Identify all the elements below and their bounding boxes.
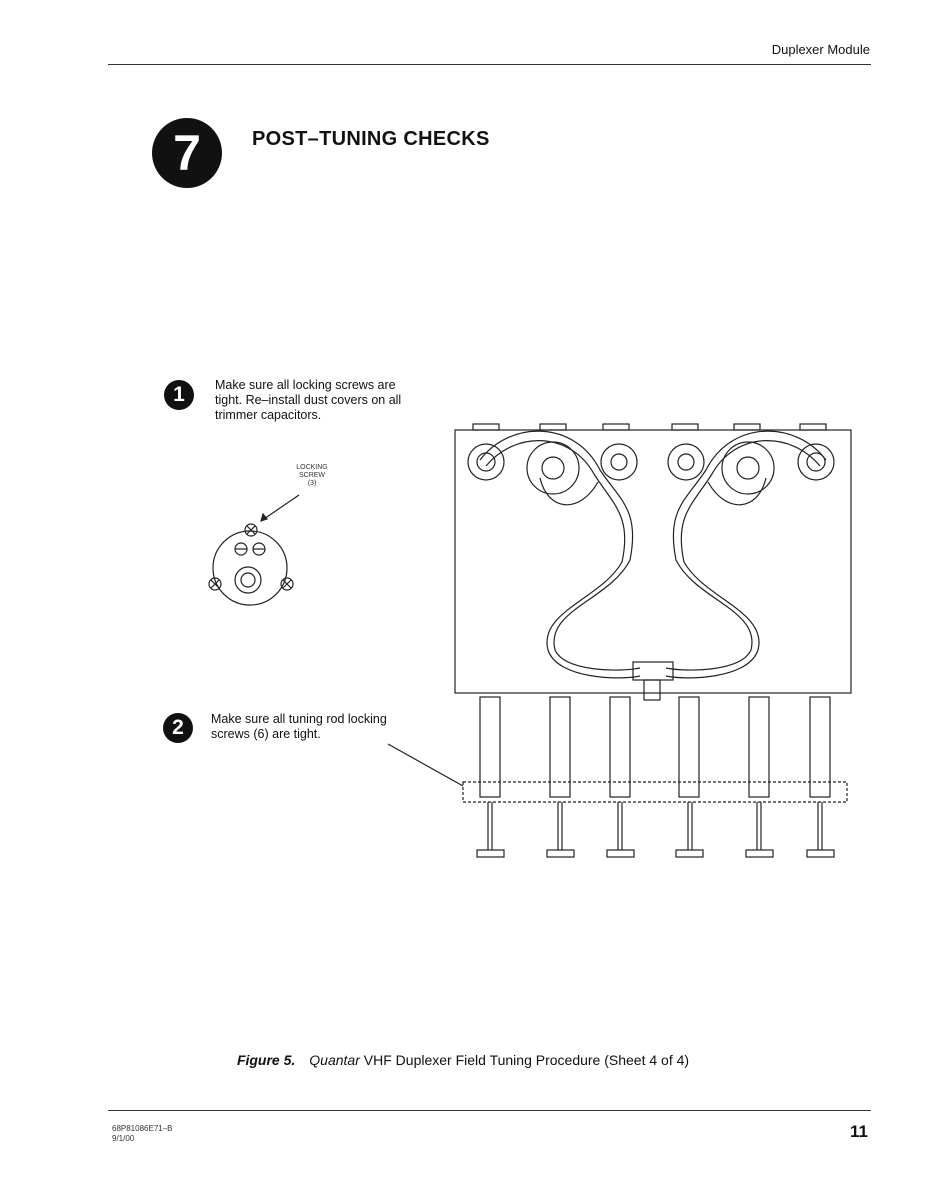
footer-doc-info [112, 1124, 173, 1144]
running-header: Duplexer Module [771, 42, 870, 57]
figure-text: VHF Duplexer Field Tuning Procedure (Sheet 4 of 4) [363, 1052, 690, 1068]
step-number-badge: 7 [152, 118, 222, 188]
instruction-1-line-2: tight. Re–install dust covers on all [215, 393, 402, 407]
footer-doc-number: 68P81086E71–B [112, 1124, 173, 1133]
instruction-1-badge: 1 [164, 380, 194, 410]
callout-line-2: SCREW [298, 472, 326, 479]
callout-line-1: LOCKING [296, 464, 328, 471]
step-title: POST–TUNING CHECKS [252, 128, 490, 150]
figure-italic-word: Quantar [309, 1052, 360, 1068]
instruction-1-line-1: Make sure all locking screws are [215, 378, 396, 392]
callout-line-3: (3) [307, 480, 317, 487]
figure-label: Figure 5. [236, 1052, 296, 1068]
footer-rule [108, 1110, 871, 1111]
instruction-1-line-3: trimmer capacitors. [215, 408, 322, 422]
tuning-rods [463, 697, 847, 857]
page-number: 11 [850, 1122, 868, 1141]
duplexer-body [455, 424, 851, 700]
instruction-2-line-2: screws (6) are tight. [211, 727, 321, 741]
figure-caption [0, 1052, 926, 1068]
trimmer-capacitor-detail [209, 495, 299, 605]
footer-date: 9/1/00 [112, 1134, 135, 1143]
instruction-2-badge: 2 [163, 713, 193, 743]
instruction-2-line-1: Make sure all tuning rod locking [211, 712, 387, 726]
rod-leader-line [388, 744, 463, 786]
